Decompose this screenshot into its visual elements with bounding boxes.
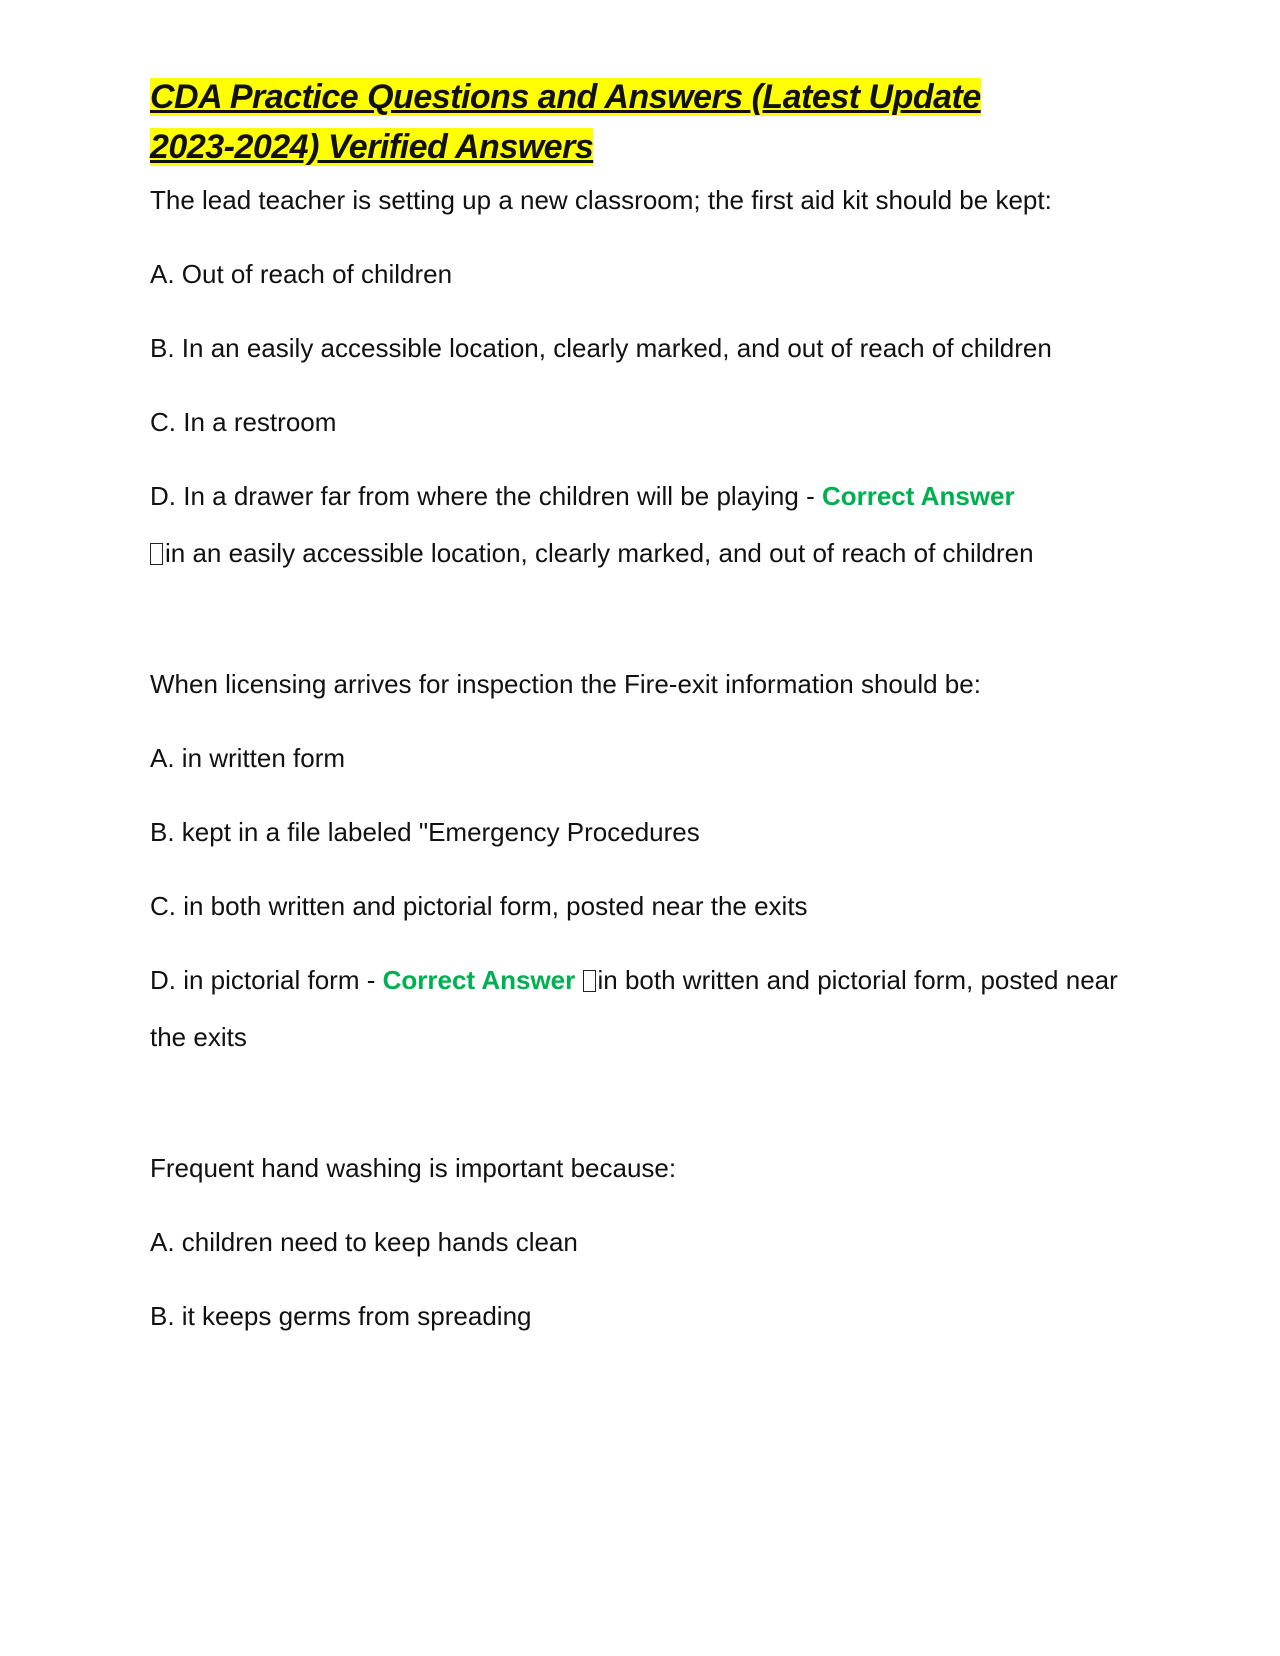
document-body: [150, 72, 1140, 1362]
option-d: D. In a drawer far from where the children will be playing -: [150, 481, 822, 511]
option-b: B. it keeps germs from spreading: [150, 1301, 532, 1331]
option-c: C. in both written and pictorial form, posted near the exits: [150, 891, 808, 921]
question-text: When licensing arrives for inspection the Fire-exit information should be:: [150, 669, 981, 699]
title-line-1: CDA Practice Questions and Answers (Latest Update: [150, 78, 981, 116]
option-b: B. In an easily accessible location, clearly marked, and out of reach of children: [150, 333, 1052, 363]
spacer: [150, 1066, 1140, 1140]
option-b: B. kept in a file labeled "Emergency Procedures: [150, 817, 700, 847]
option-a: A. children need to keep hands clean: [150, 1227, 578, 1257]
answer-text: in both written and pictorial form, posted near the exits: [150, 965, 1118, 1052]
option-a: A. in written form: [150, 743, 346, 773]
option-a: A. Out of reach of children: [150, 259, 453, 289]
option-c: C. In a restroom: [150, 407, 337, 437]
correct-answer-label: Correct Answer: [382, 965, 576, 995]
missing-glyph-icon: [150, 543, 163, 565]
answer-text: in an easily accessible location, clearly marked, and out of reach of children: [165, 538, 1034, 568]
question-text: Frequent hand washing is important because:: [150, 1153, 677, 1183]
question-block-1: [150, 172, 1140, 582]
question-block-2: [150, 656, 1140, 1066]
question-text: The lead teacher is setting up a new classroom; the first aid kit should be kept:: [150, 185, 1052, 215]
spacer: [150, 582, 1140, 656]
correct-answer-label: Correct Answer: [821, 481, 1015, 511]
option-d-with-answer: [150, 952, 1140, 1066]
option-d-with-answer: [150, 468, 1140, 582]
missing-glyph-icon: [583, 970, 596, 992]
title-line-2: 2023-2024) Verified Answers: [150, 128, 594, 166]
question-block-3: [150, 1140, 1140, 1345]
document-title: [150, 72, 1140, 172]
option-d: D. in pictorial form -: [150, 965, 383, 995]
